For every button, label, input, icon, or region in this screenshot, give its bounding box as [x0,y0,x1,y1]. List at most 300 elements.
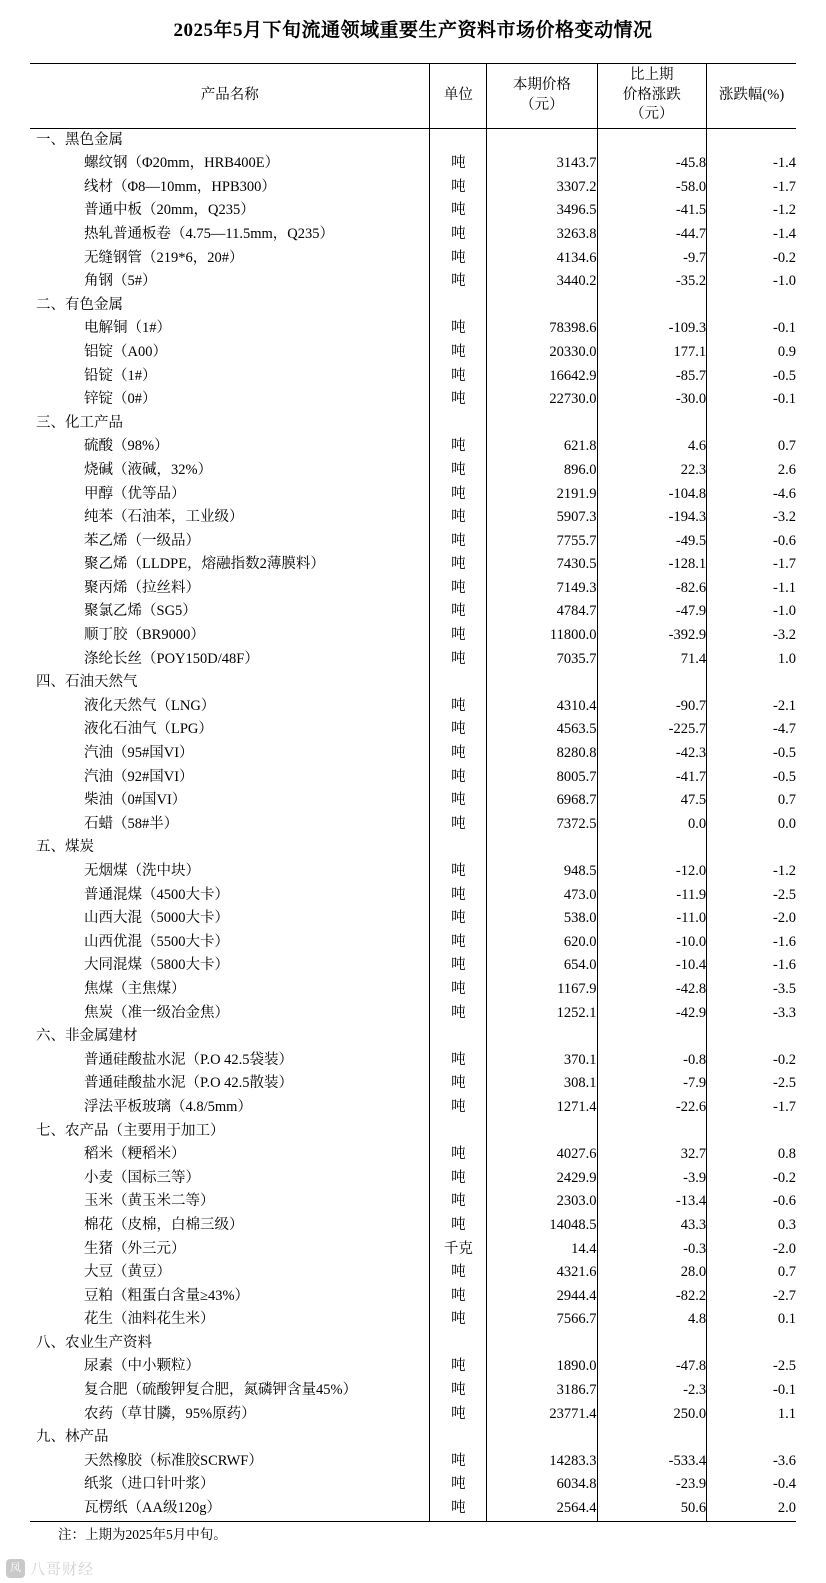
table-row [30,247,796,271]
product-name [30,1214,430,1238]
cell-text: 热轧普通板卷（4.75—11.5mm，Q235） [84,225,334,242]
table-category-row [30,128,796,152]
product-name [30,1190,430,1214]
category-label [30,1120,430,1144]
header-price-change-line2: 价格涨跌 [622,86,681,103]
table-row [30,1049,796,1073]
price-change-cell: 47.5 [597,789,707,813]
unit-cell: 吨 [430,1002,487,1026]
unit-cell: 吨 [430,1450,487,1474]
header-change-rate: 涨跌幅(%) [707,64,796,129]
product-name [30,789,430,813]
table-row [30,1190,796,1214]
product-name [30,1167,430,1191]
cell-text: 山西大混（5000大卡） [84,910,229,927]
change-rate-cell: 2.0 [707,1497,796,1521]
table-row [30,1002,796,1026]
change-rate-cell: -4.7 [707,718,796,742]
product-name [30,931,430,955]
current-price-cell: 22730.0 [487,388,597,412]
product-name [30,648,430,672]
product-name [30,152,430,176]
product-name [30,577,430,601]
table-category-row [30,1426,796,1450]
table-category-row [30,836,796,860]
cell-text: 聚乙烯（LLDPE，熔融指数2薄膜料） [84,556,325,573]
table-row [30,789,796,813]
price-change-cell: -11.9 [597,884,707,908]
unit-cell: 吨 [430,247,487,271]
table-row [30,483,796,507]
cell-text: 稻米（粳稻米） [84,1146,186,1163]
price-change-cell: -30.0 [597,388,707,412]
price-change-cell: -58.0 [597,176,707,200]
price-change-cell [597,128,707,152]
change-rate-cell: -1.2 [707,860,796,884]
unit-cell: 吨 [430,270,487,294]
unit-cell: 吨 [430,1072,487,1096]
price-change-cell [597,1426,707,1450]
current-price-cell: 7035.7 [487,648,597,672]
current-price-cell: 14283.3 [487,1450,597,1474]
change-rate-cell: 1.1 [707,1403,796,1427]
current-price-cell: 1252.1 [487,1002,597,1026]
product-name [30,766,430,790]
change-rate-cell [707,1120,796,1144]
price-change-cell [597,1332,707,1356]
product-name [30,223,430,247]
cell-text: 五、煤炭 [36,839,94,856]
unit-cell: 吨 [430,1049,487,1073]
unit-cell: 吨 [430,624,487,648]
header-current-price [487,64,597,129]
current-price-cell: 2944.4 [487,1285,597,1309]
watermark-text: 八哥财经 [30,1561,95,1578]
unit-cell: 吨 [430,1308,487,1332]
unit-cell [430,671,487,695]
table-row [30,1450,796,1474]
unit-cell [430,836,487,860]
product-name [30,1002,430,1026]
change-rate-cell: -0.2 [707,247,796,271]
price-change-cell: 177.1 [597,341,707,365]
current-price-cell: 7149.3 [487,577,597,601]
unit-cell: 吨 [430,860,487,884]
current-price-cell: 7566.7 [487,1308,597,1332]
table-header [30,64,796,129]
product-name [30,1355,430,1379]
current-price-cell: 14048.5 [487,1214,597,1238]
change-rate-cell [707,836,796,860]
current-price-cell: 7372.5 [487,813,597,837]
change-rate-cell: -0.1 [707,388,796,412]
cell-text: 无缝钢管（219*6，20#） [84,249,244,266]
table-row [30,813,796,837]
unit-cell: 吨 [430,695,487,719]
cell-text: 锌锭（0#） [84,391,157,408]
change-rate-cell: -1.4 [707,223,796,247]
price-change-cell: -12.0 [597,860,707,884]
price-change-cell: -194.3 [597,506,707,530]
cell-text: 普通硅酸盐水泥（P.O 42.5袋装） [84,1051,294,1068]
unit-cell [430,128,487,152]
cell-text: 角钢（5#） [84,273,157,290]
change-rate-cell [707,294,796,318]
unit-cell: 吨 [430,435,487,459]
current-price-cell: 3496.5 [487,199,597,223]
table-row [30,176,796,200]
change-rate-cell: 0.3 [707,1214,796,1238]
change-rate-cell: -1.0 [707,600,796,624]
current-price-cell: 2191.9 [487,483,597,507]
current-price-cell: 4134.6 [487,247,597,271]
product-name [30,1403,430,1427]
unit-cell: 吨 [430,388,487,412]
product-name [30,459,430,483]
cell-text: 天然橡胶（标准胶SCRWF） [84,1452,263,1469]
product-name [30,860,430,884]
price-change-cell: -109.3 [597,317,707,341]
cell-text: 汽油（92#国VI） [84,768,194,785]
product-name [30,317,430,341]
price-change-cell: 28.0 [597,1261,707,1285]
header-price-change-line1: 比上期 [630,67,674,84]
change-rate-cell: -4.6 [707,483,796,507]
unit-cell: 吨 [430,1403,487,1427]
price-change-cell: -41.7 [597,766,707,790]
unit-cell [430,1426,487,1450]
product-name [30,813,430,837]
cell-text: 三、化工产品 [36,414,123,431]
price-change-cell [597,1120,707,1144]
unit-cell: 吨 [430,1214,487,1238]
current-price-cell: 1890.0 [487,1355,597,1379]
change-rate-cell: -2.5 [707,884,796,908]
product-name [30,600,430,624]
category-label [30,1332,430,1356]
cell-text: 生猪（外三元） [84,1240,186,1257]
change-rate-cell: -0.2 [707,1049,796,1073]
change-rate-cell: -1.7 [707,176,796,200]
table-row [30,506,796,530]
table-row [30,907,796,931]
price-change-cell: -45.8 [597,152,707,176]
cell-text: 八、农业生产资料 [36,1334,152,1351]
product-name [30,176,430,200]
table-row [30,624,796,648]
change-rate-cell: -2.0 [707,1238,796,1262]
change-rate-cell: 0.9 [707,341,796,365]
unit-cell: 吨 [430,718,487,742]
unit-cell: 吨 [430,1497,487,1521]
product-name [30,1261,430,1285]
table-category-row [30,1332,796,1356]
current-price-cell: 473.0 [487,884,597,908]
price-change-cell: -47.9 [597,600,707,624]
price-change-cell: -2.3 [597,1379,707,1403]
cell-text: 甲醇（优等品） [84,485,186,502]
cell-text: 汽油（95#国VI） [84,745,194,762]
change-rate-cell: -1.7 [707,1096,796,1120]
cell-text: 四、石油天然气 [36,674,138,691]
unit-cell: 吨 [430,742,487,766]
unit-cell: 吨 [430,317,487,341]
table-row [30,270,796,294]
table-category-row [30,1120,796,1144]
unit-cell: 吨 [430,789,487,813]
table-row [30,1403,796,1427]
table-category-row [30,1025,796,1049]
unit-cell: 吨 [430,884,487,908]
unit-cell [430,1332,487,1356]
current-price-cell: 4563.5 [487,718,597,742]
cell-text: 普通中板（20mm，Q235） [84,202,255,219]
table-category-row [30,294,796,318]
change-rate-cell: -1.1 [707,577,796,601]
current-price-cell: 23771.4 [487,1403,597,1427]
change-rate-cell: -3.2 [707,506,796,530]
header-current-price-line1: 本期价格 [512,77,571,94]
category-label [30,294,430,318]
unit-cell: 吨 [430,766,487,790]
product-name [30,1379,430,1403]
cell-text: 七、农产品（主要用于加工） [36,1122,225,1139]
cell-text: 铝锭（A00） [84,343,167,360]
change-rate-cell: -0.1 [707,1379,796,1403]
table-row [30,223,796,247]
change-rate-cell: 2.6 [707,459,796,483]
table-bottom-rule [30,1521,796,1522]
table-row [30,553,796,577]
unit-cell: 吨 [430,365,487,389]
unit-cell: 吨 [430,152,487,176]
product-name [30,247,430,271]
product-name [30,506,430,530]
change-rate-cell: -0.2 [707,1167,796,1191]
current-price-cell: 8005.7 [487,766,597,790]
table-category-row [30,412,796,436]
category-label [30,412,430,436]
table-row [30,199,796,223]
current-price-cell [487,836,597,860]
unit-cell: 吨 [430,1190,487,1214]
change-rate-cell: -1.4 [707,152,796,176]
unit-cell [430,1025,487,1049]
change-rate-cell: 0.7 [707,435,796,459]
product-name [30,1049,430,1073]
product-name [30,884,430,908]
current-price-cell: 2429.9 [487,1167,597,1191]
unit-cell: 吨 [430,176,487,200]
product-name [30,1450,430,1474]
cell-text: 液化石油气（LPG） [84,721,213,738]
cell-text: 尿素（中小颗粒） [84,1358,200,1375]
unit-cell: 吨 [430,1167,487,1191]
page-title: 2025年5月下旬流通领域重要生产资料市场价格变动情况 [173,20,653,41]
price-change-cell: -47.8 [597,1355,707,1379]
change-rate-cell: 0.1 [707,1308,796,1332]
table-row [30,317,796,341]
current-price-cell: 5907.3 [487,506,597,530]
price-change-cell: -49.5 [597,530,707,554]
current-price-cell: 4321.6 [487,1261,597,1285]
price-change-cell: -10.4 [597,954,707,978]
price-change-cell: 71.4 [597,648,707,672]
current-price-cell: 4027.6 [487,1143,597,1167]
current-price-cell: 1167.9 [487,978,597,1002]
product-name [30,553,430,577]
current-price-cell: 2564.4 [487,1497,597,1521]
unit-cell [430,412,487,436]
cell-text: 浮法平板玻璃（4.8/5mm） [84,1098,252,1115]
unit-cell: 吨 [430,931,487,955]
table-row [30,577,796,601]
current-price-cell: 78398.6 [487,317,597,341]
table-row [30,1214,796,1238]
current-price-cell: 7755.7 [487,530,597,554]
price-change-cell: -90.7 [597,695,707,719]
change-rate-cell: -1.2 [707,199,796,223]
price-change-cell: -128.1 [597,553,707,577]
cell-text: 复合肥（硫酸钾复合肥，氮磷钾含量45%） [84,1382,358,1399]
unit-cell: 吨 [430,1261,487,1285]
unit-cell: 吨 [430,199,487,223]
cell-text: 硫酸（98%） [84,438,169,455]
price-change-cell: -533.4 [597,1450,707,1474]
current-price-cell: 1271.4 [487,1096,597,1120]
table-note: 注：上期为2025年5月中旬。 [58,1526,227,1542]
watermark-badge: 凤 [6,1559,25,1578]
price-change-cell: -44.7 [597,223,707,247]
price-change-cell: -13.4 [597,1190,707,1214]
change-rate-cell: -0.6 [707,1190,796,1214]
current-price-cell: 4310.4 [487,695,597,719]
current-price-cell [487,128,597,152]
unit-cell: 吨 [430,483,487,507]
table-row [30,388,796,412]
product-name [30,435,430,459]
change-rate-cell: -1.6 [707,954,796,978]
change-rate-cell: -2.7 [707,1285,796,1309]
table-row [30,600,796,624]
table-row [30,1355,796,1379]
price-change-cell: 4.8 [597,1308,707,1332]
table-row [30,530,796,554]
change-rate-cell: 0.7 [707,789,796,813]
cell-text: 花生（油料花生米） [84,1311,215,1328]
category-label [30,671,430,695]
price-change-cell: -104.8 [597,483,707,507]
price-change-cell [597,412,707,436]
price-change-cell: -41.5 [597,199,707,223]
price-change-cell: -22.6 [597,1096,707,1120]
unit-cell: 吨 [430,1143,487,1167]
table-row [30,1096,796,1120]
change-rate-cell: 0.8 [707,1143,796,1167]
change-rate-cell [707,128,796,152]
price-change-cell: 32.7 [597,1143,707,1167]
table-row [30,766,796,790]
unit-cell: 吨 [430,648,487,672]
header-current-price-line2: （元） [520,96,564,113]
unit-cell: 千克 [430,1238,487,1262]
price-change-cell: 22.3 [597,459,707,483]
unit-cell: 吨 [430,600,487,624]
table-row [30,931,796,955]
current-price-cell: 4784.7 [487,600,597,624]
price-change-cell: -0.8 [597,1049,707,1073]
current-price-cell: 3186.7 [487,1379,597,1403]
change-rate-cell [707,412,796,436]
product-name [30,624,430,648]
price-change-cell: -11.0 [597,907,707,931]
price-change-cell: -35.2 [597,270,707,294]
table-row [30,1238,796,1262]
table-row [30,954,796,978]
unit-cell: 吨 [430,577,487,601]
unit-cell: 吨 [430,1473,487,1497]
unit-cell [430,1120,487,1144]
table-row [30,718,796,742]
current-price-cell [487,294,597,318]
change-rate-cell: -0.5 [707,365,796,389]
product-name [30,270,430,294]
cell-text: 豆粕（粗蛋白含量≥43%） [84,1287,250,1304]
table-row [30,1379,796,1403]
cell-text: 棉花（皮棉，白棉三级） [84,1216,244,1233]
unit-cell [430,294,487,318]
product-name [30,1285,430,1309]
price-change-cell: -42.8 [597,978,707,1002]
price-change-cell [597,1025,707,1049]
price-change-cell: -85.7 [597,365,707,389]
product-name [30,1096,430,1120]
price-change-cell: -392.9 [597,624,707,648]
product-name [30,1238,430,1262]
unit-cell: 吨 [430,506,487,530]
current-price-cell: 621.8 [487,435,597,459]
current-price-cell [487,1426,597,1450]
current-price-cell [487,1332,597,1356]
table-row [30,1261,796,1285]
current-price-cell: 6968.7 [487,789,597,813]
cell-text: 瓦楞纸（AA级120g） [84,1500,221,1517]
current-price-cell: 2303.0 [487,1190,597,1214]
price-change-cell: -82.6 [597,577,707,601]
table-row [30,884,796,908]
table-row [30,1308,796,1332]
current-price-cell: 538.0 [487,907,597,931]
current-price-cell: 16642.9 [487,365,597,389]
unit-cell: 吨 [430,978,487,1002]
header-price-change [597,64,707,129]
product-name [30,388,430,412]
change-rate-cell: -3.3 [707,1002,796,1026]
current-price-cell: 3307.2 [487,176,597,200]
price-change-cell: -0.3 [597,1238,707,1262]
product-name [30,1072,430,1096]
price-change-cell [597,294,707,318]
current-price-cell: 20330.0 [487,341,597,365]
price-change-cell: 4.6 [597,435,707,459]
unit-cell: 吨 [430,1379,487,1403]
product-name [30,1308,430,1332]
product-name [30,978,430,1002]
cell-text: 普通混煤（4500大卡） [84,886,229,903]
table-row [30,435,796,459]
price-change-cell: -10.0 [597,931,707,955]
cell-text: 烧碱（液碱，32%） [84,461,213,478]
